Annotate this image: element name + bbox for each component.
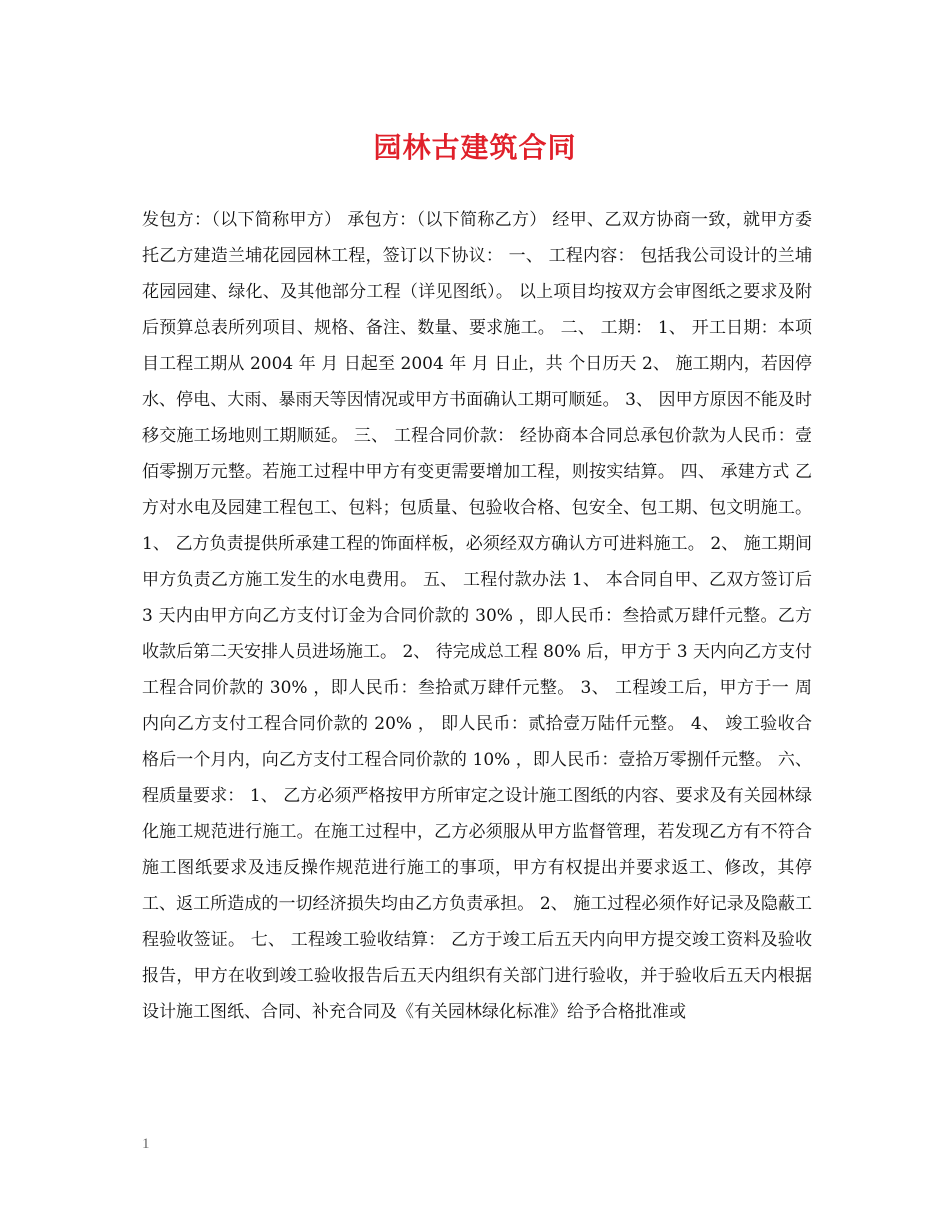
document-title: 园林古建筑合同 (373, 131, 577, 164)
page-number: 1 (142, 1136, 150, 1152)
contract-body-text: 发包方：（以下简称甲方） 承包方：（以下简称乙方） 经甲、乙双方协商一致，就甲方委托乙方建造兰埔花园园林工程，签订以下协议： 一、 工程内容： 包括我公司设计的兰埔花园园建、绿化、及其他部分工程（详见图纸）。 以上项目均按双方会审图纸之要求及附后预算总表所列项目、规格、备注、数量、要求施工。 二、 工期： 1、 开工日期：本项目工程工期从 2004 年 月 日起至 2004 年 月 日止，共 个日历天 2、 施工期内，若因停水、停电、大雨、暴雨天等因情况或甲方书面确认工期可顺延。 3、 因甲方原因不能及时移交施工场地则工期顺延。 三、 工程合同价款： 经协商本合同总承包价款为人民币：壹佰零捌万元整。若施工过程中甲方有变更需要增加工程，则按实结算。 四、 承建方式 乙方对水电及园建工程包工、包料；包质量、包验收合格、包安全、包工期、包文明施工。 1、 乙方负责提供所承建工程的饰面样板，必须经双方确认方可进料施工。 2、 施工期间甲方负责乙方施工发生的水电费用。 五、 工程付款办法 1、 本合同自甲、乙双方签订后 3 天内由甲方向乙方支付订金为合同价款的 30% ，即人民币：叁拾贰万肆仟元整。乙方收款后第二天安排人员进场施工。 2、 待完成总工程 80% 后，甲方于 3 天内向乙方支付工程合同价款的 30% ，即人民币：叁拾贰万肆仟元整。 3、 工程竣工后，甲方于一 周 内向乙方支付工程合同价款的 20% ， 即人民币：贰拾壹万陆仟元整。 4、 竣工验收合格后一个月内，向乙方支付工程合同价款的 10% ，即人民币：壹拾万零捌仟元整。 六、 程质量要求： 1、 乙方必须严格按甲方所审定之设计施工图纸的内容、要求及有关园林绿化施工规范进行施工。在施工过程中，乙方必须服从甲方监督管理，若发现乙方有不符合施工图纸要求及违反操作规范进行施工的事项，甲方有权提出并要求返工、修改，其停工、返工所造成的一切经济损失均由乙方负责承担。 2、 施工过程必须作好记录及隐蔽工程验收签证。 七、 工程竣工验收结算： 乙方于竣工后五天内向甲方提交竣工资料及验收报告，甲方在收到竣工验收报告后五天内组织有关部门进行验收，并于验收后五天内根据设计施工图纸、合同、补充合同及《有关园林绿化标准》给予合格批准或 (142, 210, 812, 1022)
